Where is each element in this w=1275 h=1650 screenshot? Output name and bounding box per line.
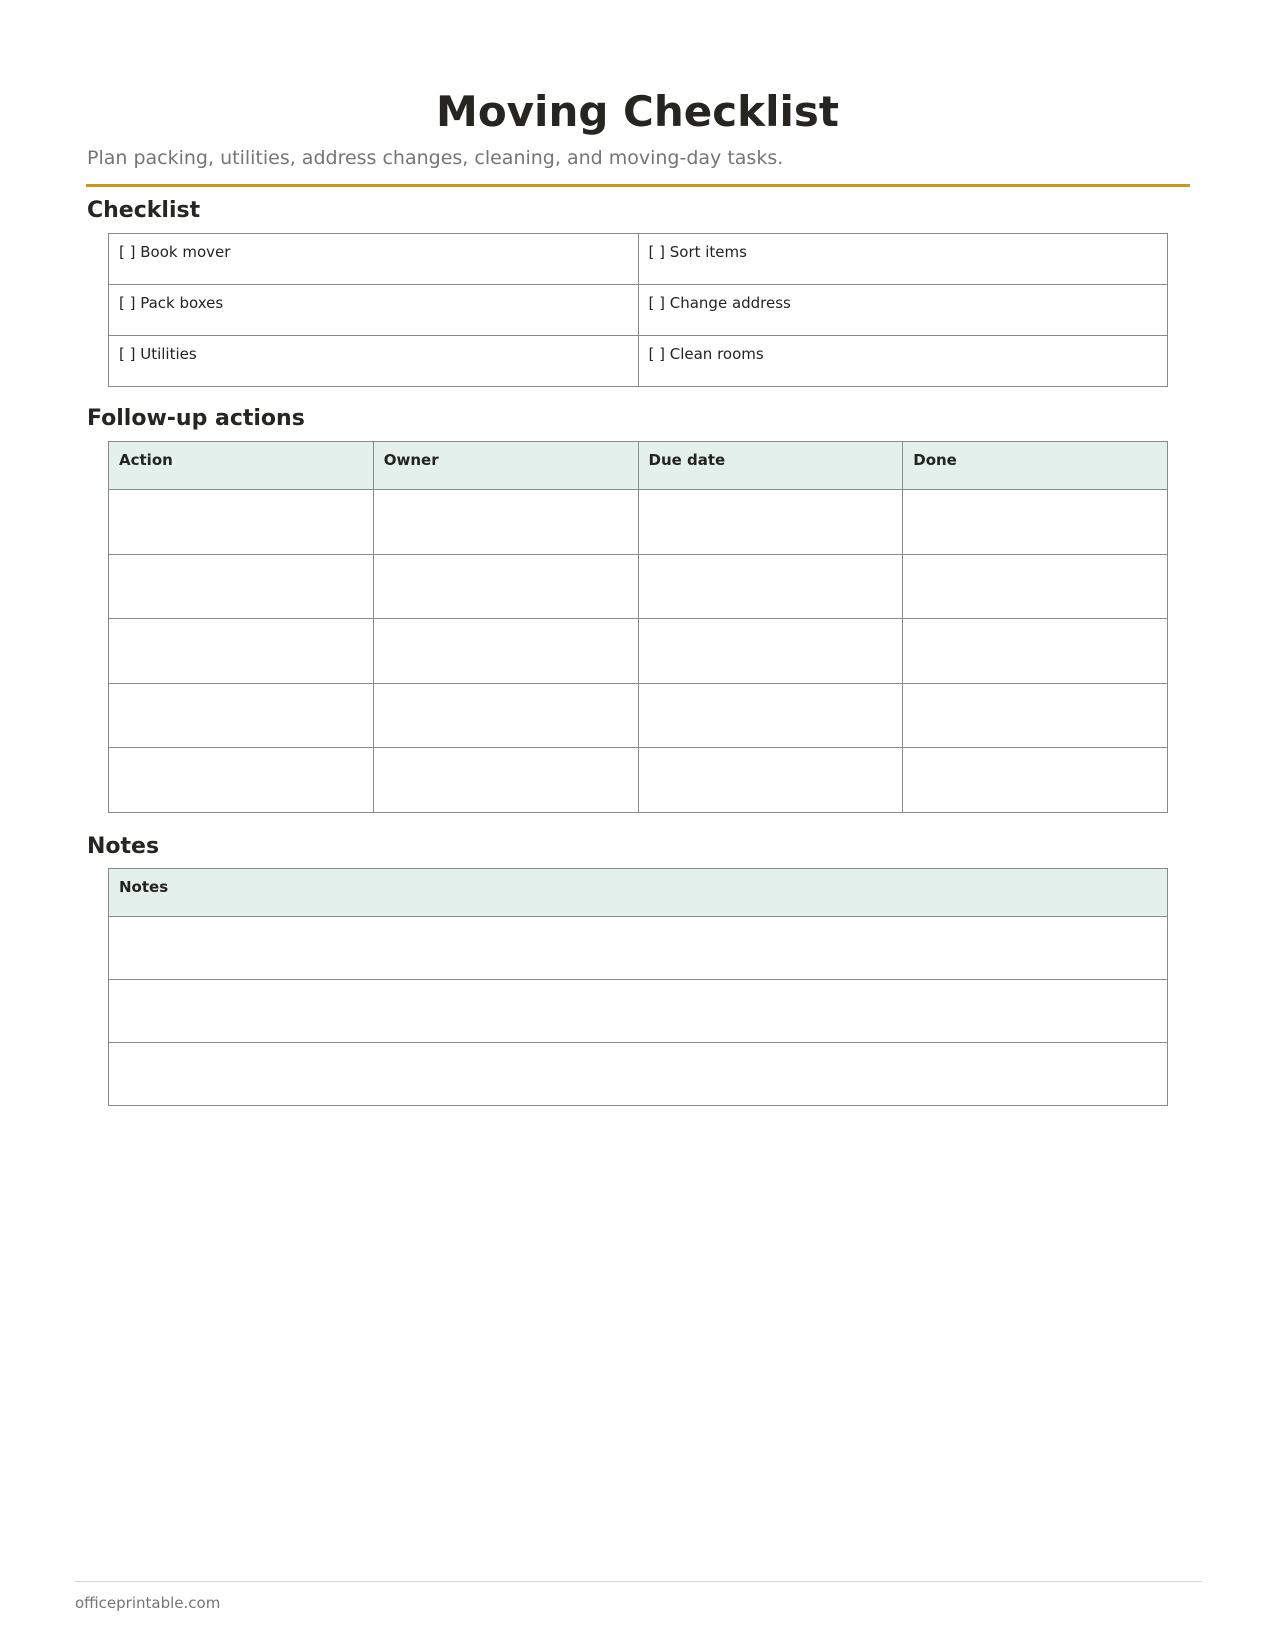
footer-divider — [75, 1581, 1202, 1582]
table-row — [109, 748, 1168, 813]
page-title: Moving Checklist — [436, 87, 839, 136]
checklist-table — [108, 233, 1168, 387]
action-cell[interactable] — [109, 683, 374, 748]
checklist-item[interactable]: [ ] Change address — [638, 285, 1168, 336]
table-row — [109, 554, 1168, 619]
column-header-action: Action — [109, 442, 374, 490]
table-row — [109, 490, 1168, 555]
table-row — [109, 1043, 1168, 1106]
action-cell[interactable] — [109, 554, 374, 619]
done-cell[interactable] — [903, 619, 1168, 684]
owner-cell[interactable] — [373, 490, 638, 555]
checklist-item[interactable]: [ ] Sort items — [638, 234, 1168, 285]
due-date-cell[interactable] — [638, 490, 903, 555]
due-date-cell[interactable] — [638, 748, 903, 813]
notes-line[interactable] — [109, 980, 1168, 1043]
due-date-cell[interactable] — [638, 683, 903, 748]
owner-cell[interactable] — [373, 619, 638, 684]
followup-table — [108, 441, 1168, 813]
checklist-item[interactable]: [ ] Clean rooms — [638, 336, 1168, 387]
action-cell[interactable] — [109, 619, 374, 684]
footer-source: officeprintable.com — [75, 1594, 221, 1612]
table-row — [109, 336, 1168, 387]
column-header-notes: Notes — [109, 869, 1168, 917]
column-header-done: Done — [903, 442, 1168, 490]
table-header-row — [109, 869, 1168, 917]
checklist-item[interactable]: [ ] Book mover — [109, 234, 639, 285]
table-row — [109, 285, 1168, 336]
table-header-row — [109, 442, 1168, 490]
page-subtitle: Plan packing, utilities, address changes, cleaning, and moving-day tasks. — [87, 147, 784, 169]
done-cell[interactable] — [903, 748, 1168, 813]
table-row — [109, 619, 1168, 684]
action-cell[interactable] — [109, 748, 374, 813]
notes-line[interactable] — [109, 1043, 1168, 1106]
done-cell[interactable] — [903, 554, 1168, 619]
table-row — [109, 234, 1168, 285]
table-row — [109, 980, 1168, 1043]
checklist-item[interactable]: [ ] Pack boxes — [109, 285, 639, 336]
checklist-heading: Checklist — [87, 198, 201, 223]
notes-line[interactable] — [109, 917, 1168, 980]
owner-cell[interactable] — [373, 683, 638, 748]
done-cell[interactable] — [903, 490, 1168, 555]
notes-table — [108, 868, 1168, 1106]
owner-cell[interactable] — [373, 554, 638, 619]
table-row — [109, 683, 1168, 748]
table-row — [109, 917, 1168, 980]
due-date-cell[interactable] — [638, 554, 903, 619]
action-cell[interactable] — [109, 490, 374, 555]
followup-heading: Follow-up actions — [87, 406, 305, 431]
title-divider — [86, 184, 1190, 187]
column-header-due-date: Due date — [638, 442, 903, 490]
notes-heading: Notes — [87, 834, 160, 859]
done-cell[interactable] — [903, 683, 1168, 748]
checklist-item[interactable]: [ ] Utilities — [109, 336, 639, 387]
owner-cell[interactable] — [373, 748, 638, 813]
due-date-cell[interactable] — [638, 619, 903, 684]
column-header-owner: Owner — [373, 442, 638, 490]
